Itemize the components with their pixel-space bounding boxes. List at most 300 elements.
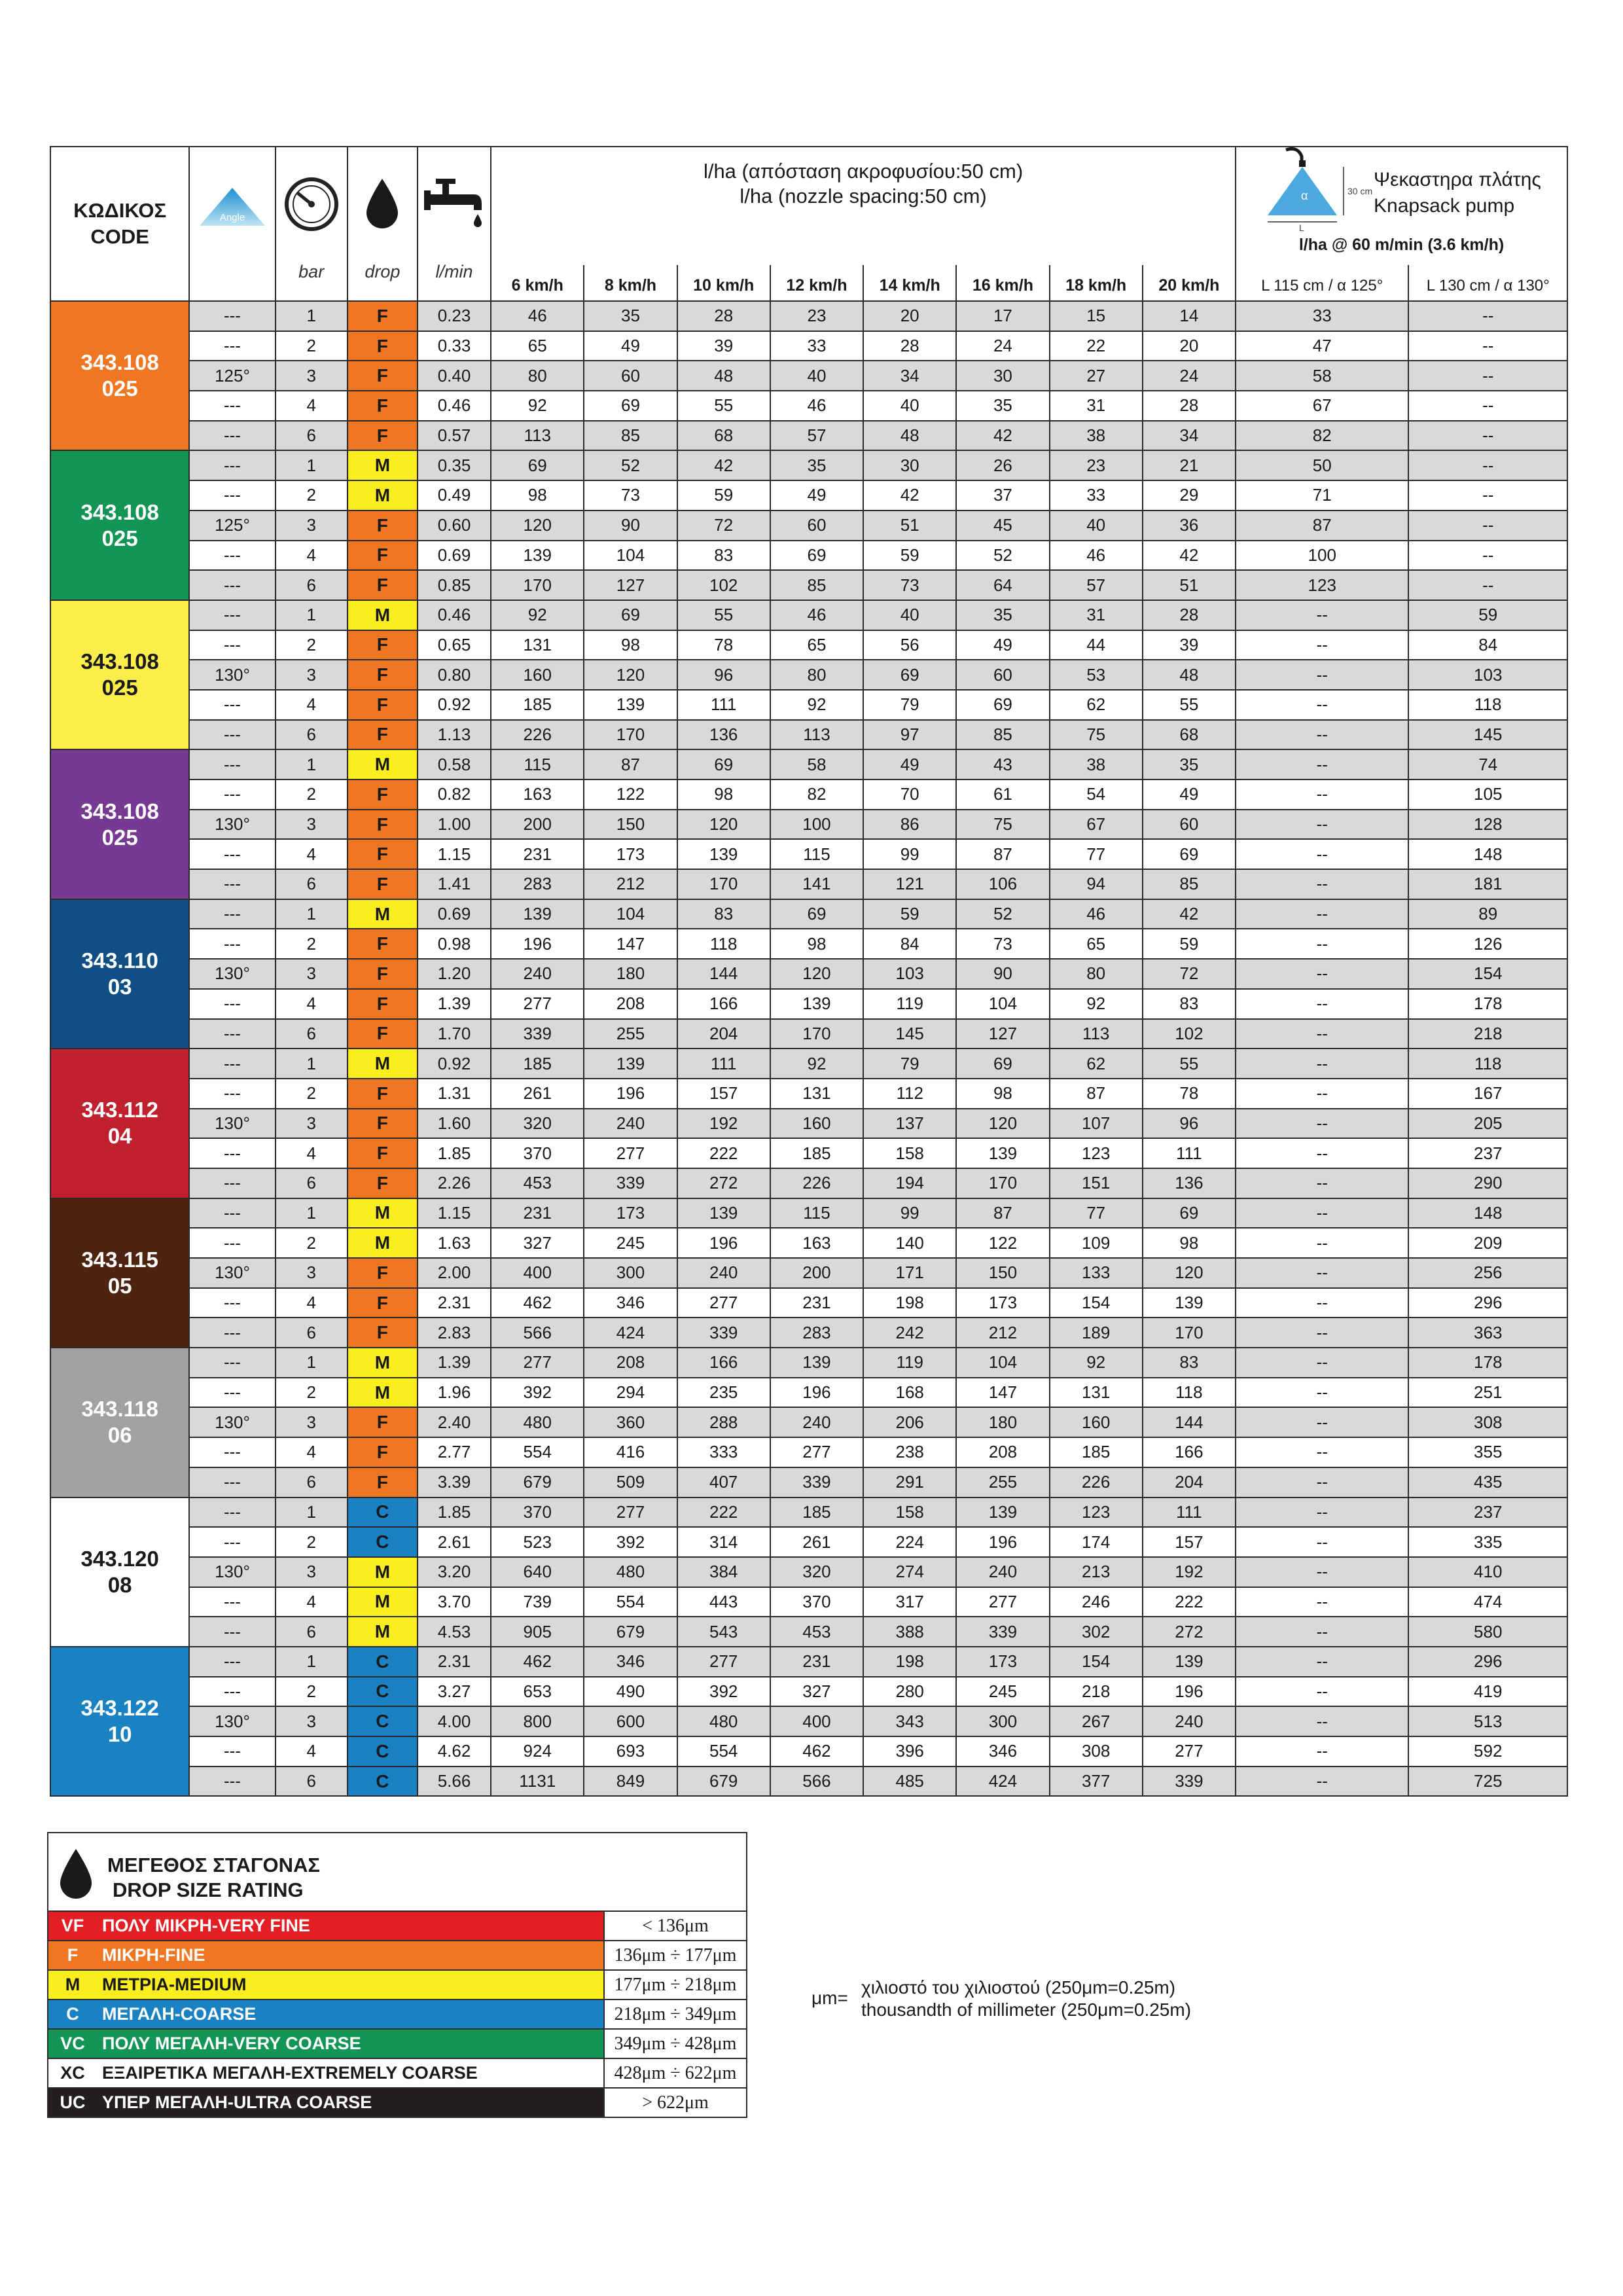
cell-bar: 3 <box>276 1706 348 1736</box>
cell-lmin: 4.00 <box>418 1706 491 1736</box>
cell-12kmh: 370 <box>770 1587 863 1617</box>
cell-8kmh: 416 <box>584 1437 677 1467</box>
cell-angle: --- <box>189 1498 275 1528</box>
cell-knap125: -- <box>1236 1617 1408 1647</box>
cell-bar: 1 <box>276 749 348 780</box>
cell-16kmh: 346 <box>956 1736 1049 1767</box>
cell-drop: M <box>348 1378 418 1408</box>
table-row <box>50 1467 1567 1498</box>
cell-angle: 125° <box>189 361 275 391</box>
table-row <box>50 450 1567 480</box>
cell-knap125: -- <box>1236 899 1408 929</box>
cell-knap130: 181 <box>1408 869 1567 899</box>
cell-14kmh: 145 <box>863 1019 956 1049</box>
cell-bar: 3 <box>276 1258 348 1288</box>
cell-knap130: 513 <box>1408 1706 1567 1736</box>
cell-bar: 3 <box>276 810 348 840</box>
cell-20kmh: 28 <box>1143 600 1236 630</box>
cell-knap125: -- <box>1236 1498 1408 1528</box>
cell-angle: --- <box>189 1527 275 1557</box>
cell-8kmh: 52 <box>584 450 677 480</box>
cell-20kmh: 39 <box>1143 630 1236 660</box>
cell-20kmh: 24 <box>1143 361 1236 391</box>
cell-12kmh: 65 <box>770 630 863 660</box>
cell-drop: M <box>348 450 418 480</box>
cell-6kmh: 800 <box>491 1706 584 1736</box>
knapsack-title: Ψεκαστηρα πλάτης Knapsack pump <box>1374 169 1541 217</box>
cell-lmin: 0.92 <box>418 1049 491 1079</box>
cell-20kmh: 96 <box>1143 1109 1236 1139</box>
cell-6kmh: 231 <box>491 1198 584 1229</box>
drop-size-legend <box>47 1832 747 2118</box>
cell-16kmh: 196 <box>956 1527 1049 1557</box>
table-row <box>50 600 1567 630</box>
cell-8kmh: 212 <box>584 869 677 899</box>
cell-18kmh: 22 <box>1050 331 1143 361</box>
table-row <box>50 421 1567 451</box>
cell-10kmh: 204 <box>677 1019 770 1049</box>
table-row <box>50 1407 1567 1437</box>
cell-12kmh: 196 <box>770 1378 863 1408</box>
cell-14kmh: 317 <box>863 1587 956 1617</box>
cell-12kmh: 33 <box>770 331 863 361</box>
cell-lmin: 1.60 <box>418 1109 491 1139</box>
cell-knap130: 410 <box>1408 1557 1567 1587</box>
cell-bar: 4 <box>276 1587 348 1617</box>
table-row <box>50 331 1567 361</box>
cell-14kmh: 40 <box>863 391 956 421</box>
cell-knap130: 290 <box>1408 1168 1567 1198</box>
cell-drop: M <box>348 1587 418 1617</box>
cell-angle: --- <box>189 780 275 810</box>
cell-8kmh: 104 <box>584 899 677 929</box>
svg-text:Angle: Angle <box>219 212 245 223</box>
cell-drop: F <box>348 660 418 690</box>
faucet-icon <box>423 173 486 230</box>
legend-name: ΥΠΕΡ ΜΕΓΑΛΗ-ULTRA COARSE <box>97 2088 604 2117</box>
cell-16kmh: 424 <box>956 1767 1049 1797</box>
cell-knap130: 148 <box>1408 1198 1567 1229</box>
cell-lmin: 1.63 <box>418 1228 491 1258</box>
cell-16kmh: 73 <box>956 929 1049 959</box>
cell-lmin: 0.46 <box>418 391 491 421</box>
cell-8kmh: 245 <box>584 1228 677 1258</box>
cell-10kmh: 384 <box>677 1557 770 1587</box>
cell-angle: 130° <box>189 660 275 690</box>
cell-lmin: 4.53 <box>418 1617 491 1647</box>
cell-8kmh: 294 <box>584 1378 677 1408</box>
cell-8kmh: 255 <box>584 1019 677 1049</box>
cell-knap130: 74 <box>1408 749 1567 780</box>
cell-14kmh: 99 <box>863 1198 956 1229</box>
cell-16kmh: 87 <box>956 1198 1049 1229</box>
cell-16kmh: 90 <box>956 959 1049 989</box>
cell-lmin: 3.39 <box>418 1467 491 1498</box>
cell-angle: --- <box>189 1198 275 1229</box>
cell-12kmh: 453 <box>770 1617 863 1647</box>
cell-6kmh: 370 <box>491 1498 584 1528</box>
cell-knap130: 419 <box>1408 1677 1567 1707</box>
cell-8kmh: 277 <box>584 1138 677 1168</box>
cell-8kmh: 849 <box>584 1767 677 1797</box>
cell-8kmh: 85 <box>584 421 677 451</box>
cell-angle: --- <box>189 1019 275 1049</box>
cell-angle: --- <box>189 421 275 451</box>
table-row <box>50 1437 1567 1467</box>
cell-6kmh: 370 <box>491 1138 584 1168</box>
cell-20kmh: 72 <box>1143 959 1236 989</box>
legend-row <box>48 2058 747 2088</box>
cell-6kmh: 640 <box>491 1557 584 1587</box>
table-row <box>50 1677 1567 1707</box>
cell-lmin: 2.83 <box>418 1318 491 1348</box>
cell-14kmh: 34 <box>863 361 956 391</box>
cell-drop: C <box>348 1498 418 1528</box>
cell-drop: F <box>348 391 418 421</box>
cell-16kmh: 104 <box>956 989 1049 1019</box>
cell-18kmh: 67 <box>1050 810 1143 840</box>
cell-16kmh: 170 <box>956 1168 1049 1198</box>
table-row <box>50 361 1567 391</box>
micro-line-greek: χιλιοστό του χιλιοστού (250μm=0.25m) <box>861 1977 1176 1998</box>
cell-bar: 1 <box>276 1647 348 1677</box>
legend-header <box>48 1833 747 1911</box>
cell-lmin: 1.15 <box>418 839 491 869</box>
cell-20kmh: 42 <box>1143 541 1236 571</box>
cell-knap130: 154 <box>1408 959 1567 989</box>
cell-knap125: -- <box>1236 1348 1408 1378</box>
cell-12kmh: 120 <box>770 959 863 989</box>
cell-knap125: -- <box>1236 1407 1408 1437</box>
cell-16kmh: 45 <box>956 511 1049 541</box>
table-row <box>50 1258 1567 1288</box>
cell-bar: 4 <box>276 690 348 720</box>
cell-14kmh: 84 <box>863 929 956 959</box>
cell-18kmh: 123 <box>1050 1498 1143 1528</box>
cell-10kmh: 166 <box>677 1348 770 1378</box>
cell-20kmh: 78 <box>1143 1079 1236 1109</box>
cell-8kmh: 87 <box>584 749 677 780</box>
cell-angle: --- <box>189 630 275 660</box>
cell-6kmh: 566 <box>491 1318 584 1348</box>
cell-16kmh: 180 <box>956 1407 1049 1437</box>
cell-angle: --- <box>189 570 275 600</box>
cell-lmin: 1.15 <box>418 1198 491 1229</box>
table-row <box>50 929 1567 959</box>
legend-range: 136μm ÷ 177μm <box>604 1941 747 1970</box>
cell-angle: --- <box>189 1079 275 1109</box>
cell-10kmh: 333 <box>677 1437 770 1467</box>
cell-12kmh: 46 <box>770 391 863 421</box>
cell-12kmh: 23 <box>770 301 863 331</box>
cell-knap125: -- <box>1236 1318 1408 1348</box>
cell-14kmh: 194 <box>863 1168 956 1198</box>
cell-angle: --- <box>189 1767 275 1797</box>
cell-6kmh: 1131 <box>491 1767 584 1797</box>
cell-angle: --- <box>189 1467 275 1498</box>
cell-bar: 3 <box>276 361 348 391</box>
cell-10kmh: 288 <box>677 1407 770 1437</box>
legend-abbr: M <box>48 1970 97 2000</box>
cell-18kmh: 189 <box>1050 1318 1143 1348</box>
cell-12kmh: 277 <box>770 1437 863 1467</box>
droplet-icon <box>58 1848 94 1900</box>
table-row <box>50 1049 1567 1079</box>
cell-8kmh: 139 <box>584 690 677 720</box>
cell-lmin: 3.20 <box>418 1557 491 1587</box>
cell-knap125: -- <box>1236 1079 1408 1109</box>
cell-drop: F <box>348 1288 418 1318</box>
cell-knap125: -- <box>1236 720 1408 750</box>
cell-16kmh: 64 <box>956 570 1049 600</box>
cell-20kmh: 204 <box>1143 1467 1236 1498</box>
cell-16kmh: 75 <box>956 810 1049 840</box>
cell-10kmh: 157 <box>677 1079 770 1109</box>
cell-angle: 130° <box>189 1258 275 1288</box>
table-row <box>50 1079 1567 1109</box>
cell-10kmh: 480 <box>677 1706 770 1736</box>
speed-20: 20 km/h <box>1143 265 1236 301</box>
cell-20kmh: 139 <box>1143 1647 1236 1677</box>
cell-drop: F <box>348 720 418 750</box>
pressure-gauge-icon <box>282 175 341 234</box>
cell-angle: --- <box>189 1587 275 1617</box>
cell-bar: 3 <box>276 1407 348 1437</box>
table-row <box>50 630 1567 660</box>
cell-10kmh: 144 <box>677 959 770 989</box>
cell-lmin: 3.70 <box>418 1587 491 1617</box>
cell-knap130: 474 <box>1408 1587 1567 1617</box>
cell-lmin: 2.31 <box>418 1288 491 1318</box>
cell-12kmh: 131 <box>770 1079 863 1109</box>
cell-knap130: -- <box>1408 450 1567 480</box>
cell-6kmh: 231 <box>491 839 584 869</box>
cell-lmin: 2.31 <box>418 1647 491 1677</box>
cell-6kmh: 120 <box>491 511 584 541</box>
legend-range: 177μm ÷ 218μm <box>604 1970 747 2000</box>
table-row <box>50 899 1567 929</box>
cell-knap130: -- <box>1408 511 1567 541</box>
cell-18kmh: 94 <box>1050 869 1143 899</box>
cell-14kmh: 28 <box>863 331 956 361</box>
cell-16kmh: 37 <box>956 480 1049 511</box>
cell-lmin: 2.77 <box>418 1437 491 1467</box>
cell-angle: 130° <box>189 1557 275 1587</box>
cell-8kmh: 554 <box>584 1587 677 1617</box>
cell-14kmh: 137 <box>863 1109 956 1139</box>
cell-20kmh: 49 <box>1143 780 1236 810</box>
cell-bar: 6 <box>276 1467 348 1498</box>
cell-knap130: 105 <box>1408 780 1567 810</box>
cell-bar: 4 <box>276 839 348 869</box>
cell-drop: C <box>348 1647 418 1677</box>
cell-12kmh: 400 <box>770 1706 863 1736</box>
cell-lmin: 1.41 <box>418 869 491 899</box>
cell-drop: F <box>348 1318 418 1348</box>
cell-14kmh: 121 <box>863 869 956 899</box>
cell-lmin: 1.20 <box>418 959 491 989</box>
cell-12kmh: 141 <box>770 869 863 899</box>
cell-angle: --- <box>189 1288 275 1318</box>
cell-6kmh: 240 <box>491 959 584 989</box>
cell-knap130: 296 <box>1408 1288 1567 1318</box>
cell-16kmh: 339 <box>956 1617 1049 1647</box>
cell-knap125: -- <box>1236 1557 1408 1587</box>
cell-10kmh: 69 <box>677 749 770 780</box>
cell-angle: --- <box>189 1437 275 1467</box>
cell-20kmh: 192 <box>1143 1557 1236 1587</box>
cell-drop: C <box>348 1767 418 1797</box>
cell-12kmh: 58 <box>770 749 863 780</box>
cell-16kmh: 52 <box>956 899 1049 929</box>
cell-8kmh: 360 <box>584 1407 677 1437</box>
table-row <box>50 1767 1567 1797</box>
legend-name: ΠΟΛΥ ΜΙΚΡΗ-VERY FINE <box>97 1911 604 1941</box>
cell-drop: F <box>348 1079 418 1109</box>
cell-lmin: 4.62 <box>418 1736 491 1767</box>
cell-16kmh: 245 <box>956 1677 1049 1707</box>
cell-drop: F <box>348 1437 418 1467</box>
cell-lmin: 3.27 <box>418 1677 491 1707</box>
cell-6kmh: 115 <box>491 749 584 780</box>
table-row <box>50 1019 1567 1049</box>
table-row <box>50 1348 1567 1378</box>
cell-drop: F <box>348 1168 418 1198</box>
cell-bar: 1 <box>276 1198 348 1229</box>
cell-18kmh: 133 <box>1050 1258 1143 1288</box>
cell-16kmh: 240 <box>956 1557 1049 1587</box>
cell-8kmh: 173 <box>584 1198 677 1229</box>
cell-20kmh: 68 <box>1143 720 1236 750</box>
cell-6kmh: 480 <box>491 1407 584 1437</box>
cell-10kmh: 55 <box>677 391 770 421</box>
cell-16kmh: 43 <box>956 749 1049 780</box>
cell-knap125: 67 <box>1236 391 1408 421</box>
cell-drop: F <box>348 869 418 899</box>
cell-knap125: 58 <box>1236 361 1408 391</box>
cell-20kmh: 240 <box>1143 1706 1236 1736</box>
cell-bar: 3 <box>276 1557 348 1587</box>
cell-18kmh: 15 <box>1050 301 1143 331</box>
cell-angle: --- <box>189 690 275 720</box>
cell-drop: F <box>348 989 418 1019</box>
cell-8kmh: 693 <box>584 1736 677 1767</box>
cell-20kmh: 55 <box>1143 690 1236 720</box>
cell-6kmh: 320 <box>491 1109 584 1139</box>
cell-lmin: 1.70 <box>418 1019 491 1049</box>
cell-12kmh: 113 <box>770 720 863 750</box>
cell-knap125: -- <box>1236 1767 1408 1797</box>
cell-18kmh: 226 <box>1050 1467 1143 1498</box>
table-row <box>50 1198 1567 1229</box>
speed-12: 12 km/h <box>770 265 863 301</box>
cell-knap130: 118 <box>1408 1049 1567 1079</box>
cell-drop: M <box>348 1228 418 1258</box>
cell-knap125: -- <box>1236 1587 1408 1617</box>
cell-16kmh: 35 <box>956 391 1049 421</box>
cell-6kmh: 196 <box>491 929 584 959</box>
nozzle-code: 343.108 025 <box>50 600 189 749</box>
cell-18kmh: 87 <box>1050 1079 1143 1109</box>
cell-14kmh: 224 <box>863 1527 956 1557</box>
cell-20kmh: 35 <box>1143 749 1236 780</box>
cell-12kmh: 139 <box>770 989 863 1019</box>
cell-8kmh: 127 <box>584 570 677 600</box>
cell-18kmh: 308 <box>1050 1736 1143 1767</box>
cell-bar: 1 <box>276 1498 348 1528</box>
cell-6kmh: 277 <box>491 989 584 1019</box>
cell-8kmh: 49 <box>584 331 677 361</box>
cell-12kmh: 69 <box>770 541 863 571</box>
speed-14: 14 km/h <box>863 265 956 301</box>
cell-14kmh: 112 <box>863 1079 956 1109</box>
cell-10kmh: 39 <box>677 331 770 361</box>
cell-drop: F <box>348 630 418 660</box>
cell-drop: C <box>348 1527 418 1557</box>
cell-6kmh: 185 <box>491 1049 584 1079</box>
cell-16kmh: 87 <box>956 839 1049 869</box>
cell-angle: --- <box>189 600 275 630</box>
cell-18kmh: 377 <box>1050 1767 1143 1797</box>
cell-14kmh: 396 <box>863 1736 956 1767</box>
cell-angle: --- <box>189 989 275 1019</box>
cell-bar: 2 <box>276 630 348 660</box>
cell-lmin: 0.85 <box>418 570 491 600</box>
cell-knap130: -- <box>1408 570 1567 600</box>
cell-18kmh: 54 <box>1050 780 1143 810</box>
cell-bar: 4 <box>276 1288 348 1318</box>
cell-10kmh: 277 <box>677 1647 770 1677</box>
cell-8kmh: 69 <box>584 391 677 421</box>
cell-14kmh: 73 <box>863 570 956 600</box>
cell-12kmh: 98 <box>770 929 863 959</box>
cell-12kmh: 80 <box>770 660 863 690</box>
cell-knap130: -- <box>1408 361 1567 391</box>
legend-title-english: DROP SIZE RATING <box>113 1878 304 1901</box>
micro-symbol: μm= <box>812 1988 848 2008</box>
cell-20kmh: 85 <box>1143 869 1236 899</box>
cell-lmin: 0.57 <box>418 421 491 451</box>
cell-knap125: -- <box>1236 660 1408 690</box>
cell-18kmh: 154 <box>1050 1288 1143 1318</box>
cell-bar: 6 <box>276 720 348 750</box>
cell-16kmh: 173 <box>956 1647 1049 1677</box>
cell-20kmh: 59 <box>1143 929 1236 959</box>
cell-20kmh: 20 <box>1143 331 1236 361</box>
table-row <box>50 570 1567 600</box>
cell-12kmh: 200 <box>770 1258 863 1288</box>
cell-20kmh: 48 <box>1143 660 1236 690</box>
cell-10kmh: 139 <box>677 839 770 869</box>
cell-knap130: 580 <box>1408 1617 1567 1647</box>
cell-lmin: 0.69 <box>418 899 491 929</box>
cell-20kmh: 29 <box>1143 480 1236 511</box>
cell-16kmh: 49 <box>956 630 1049 660</box>
table-row <box>50 511 1567 541</box>
cell-bar: 1 <box>276 600 348 630</box>
cell-16kmh: 147 <box>956 1378 1049 1408</box>
cell-12kmh: 226 <box>770 1168 863 1198</box>
knapsack-col-130: L 130 cm / α 130° <box>1408 265 1567 301</box>
cell-knap130: -- <box>1408 541 1567 571</box>
cell-10kmh: 42 <box>677 450 770 480</box>
cell-14kmh: 158 <box>863 1138 956 1168</box>
cell-14kmh: 280 <box>863 1677 956 1707</box>
table-row <box>50 1498 1567 1528</box>
cell-knap125: -- <box>1236 600 1408 630</box>
cell-18kmh: 65 <box>1050 929 1143 959</box>
cell-bar: 6 <box>276 869 348 899</box>
